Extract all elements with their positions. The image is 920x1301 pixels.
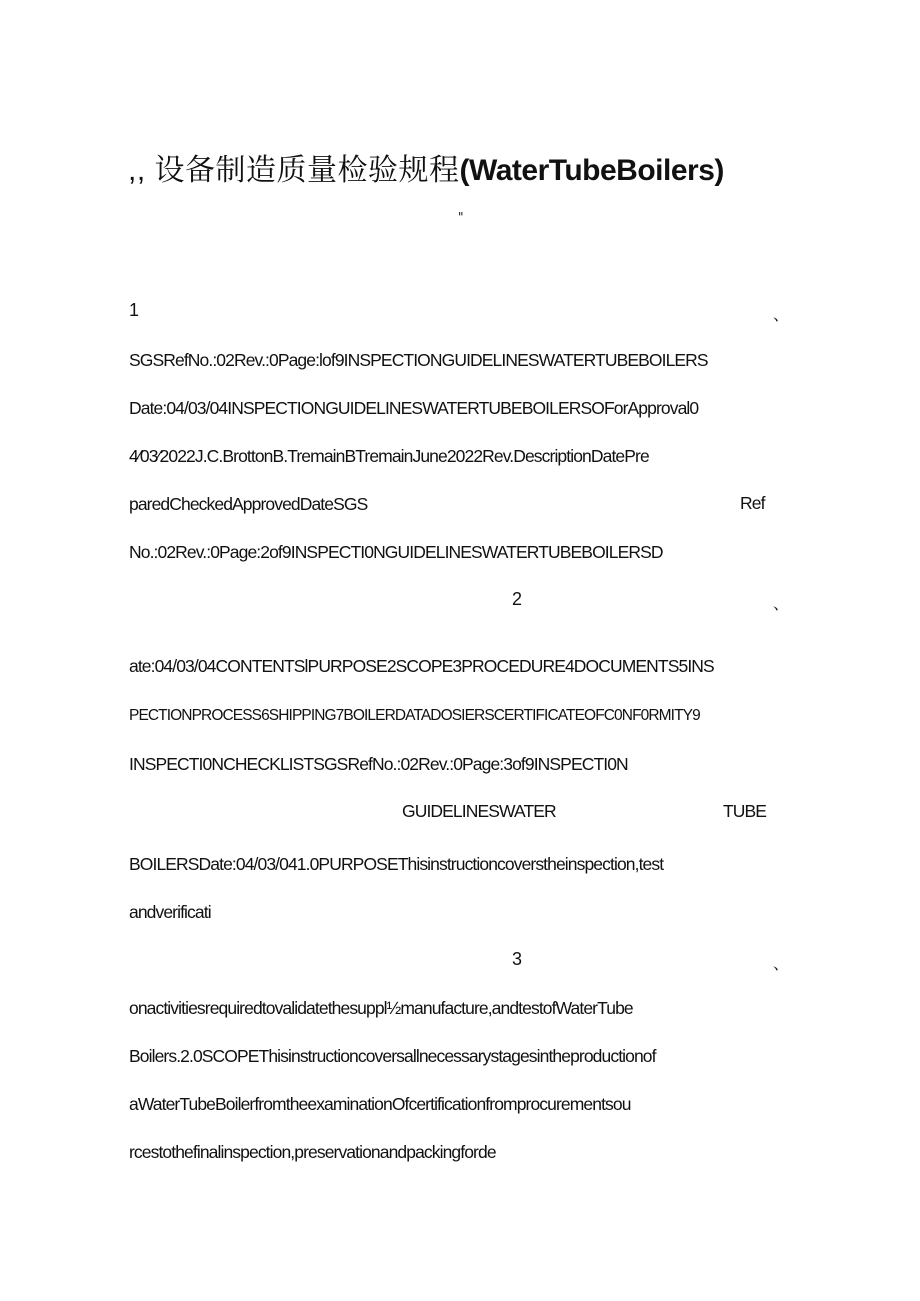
text-line: ate:04/03/04CONTENTSlPURPOSE2SCOPE3PROCEDURE4DOCUMENTS5INS xyxy=(129,656,714,676)
text-line: Date:04/03/04INSPECTIONGUIDELINESWATERTUBEBOILERSOForApproval0 xyxy=(129,398,699,418)
title-english: (WaterTubeBoilers) xyxy=(459,154,724,187)
text-line: andverificati xyxy=(129,902,211,922)
text-line: rcestothefinalinspection,preservationandpackingforde xyxy=(129,1142,496,1162)
text-line: SGSRefNo.:02Rev.:0Page:lof9INSPECTIONGUIDELINESWATERTUBEBOILERS xyxy=(129,350,708,370)
text-line: No.:02Rev.:0Page:2of9INSPECTI0NGUIDELINESWATERTUBEBOILERSD xyxy=(129,542,663,562)
section-mark: 、 xyxy=(773,594,790,613)
text-fragment: Ref xyxy=(740,493,765,513)
text-line: paredCheckedApprovedDateSGS xyxy=(129,494,368,514)
text-line: Boilers.2.0SCOPEThisinstructioncoversallnecessarystagesintheproductionof xyxy=(129,1046,656,1066)
text-fragment: TUBE xyxy=(723,801,767,821)
document-title xyxy=(128,145,808,189)
page-number: 3 xyxy=(512,949,523,969)
text-line: BOILERSDate:04/03/041.0PURPOSEThisinstructioncoverstheinspection,test xyxy=(129,854,664,874)
title-chinese: 设备制造质量检验规程 xyxy=(154,154,460,187)
title-prefix: ,, xyxy=(128,154,146,187)
page-number: 1 xyxy=(129,300,140,320)
quote-mark: " xyxy=(458,210,464,224)
text-fragment: GUIDELINESWATER xyxy=(402,801,556,821)
text-line: onactivitiesrequiredtovalidatethesuppl½manufacture,andtestofWaterTube xyxy=(129,998,633,1018)
text-line: 4⁄03⁄2022J.C.BrottonB.TremainBTremainJune2022Rev.DescriptionDatePre xyxy=(129,446,649,466)
text-line: INSPECTI0NCHECKLISTSGSRefNo.:02Rev.:0Page:3of9INSPECTI0N xyxy=(129,754,628,774)
text-line: aWaterTubeBoilerfromtheexaminationOfcertificationfromprocurementsou xyxy=(129,1094,631,1114)
text-line: PECTIONPROCESS6SHIPPING7BOILERDATADOSIERSCERTIFICATEOFC0NF0RMITY9 xyxy=(129,707,700,724)
section-mark: 、 xyxy=(773,954,790,973)
page-number: 2 xyxy=(512,589,523,609)
section-mark: 、 xyxy=(773,305,790,324)
